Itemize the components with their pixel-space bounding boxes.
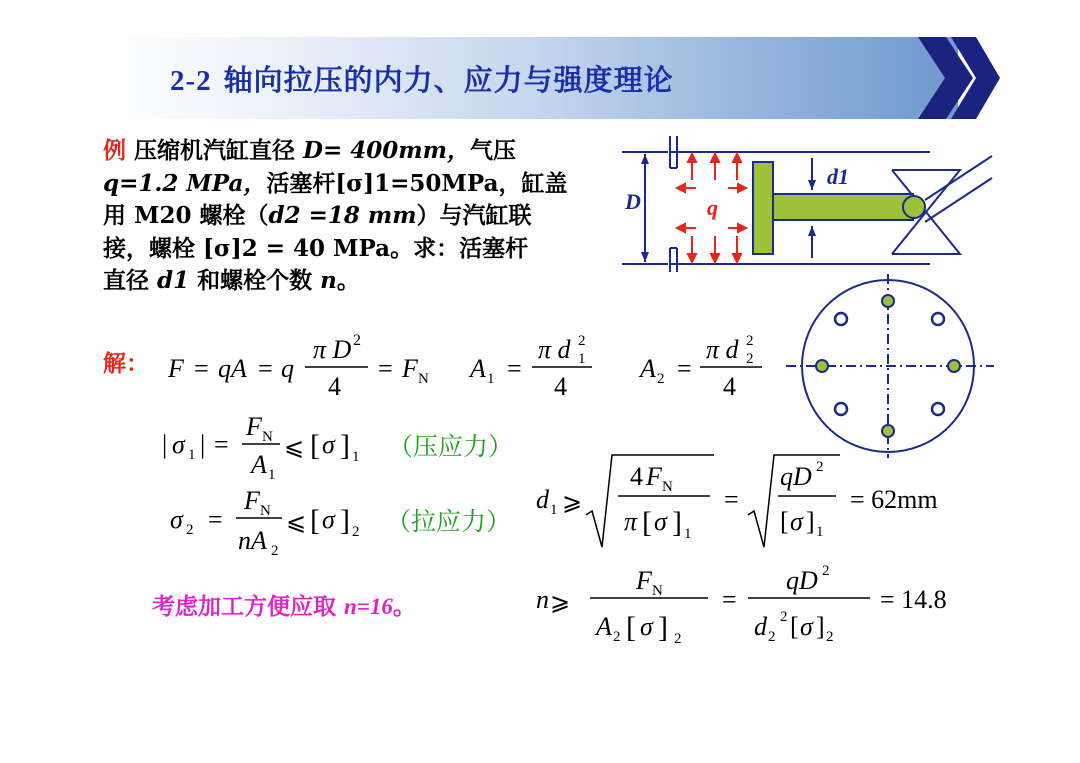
svg-text:1: 1 [188, 447, 196, 463]
svg-text:F: F [646, 462, 662, 491]
text: d1 [157, 267, 190, 294]
section-number: 2-2 [170, 65, 212, 97]
problem-statement [103, 135, 643, 298]
svg-text:]: ] [658, 611, 668, 644]
svg-text:2: 2 [780, 609, 788, 625]
text: n=16 [344, 594, 393, 619]
svg-text:⩽: ⩽ [284, 435, 305, 461]
svg-text:σ: σ [172, 430, 185, 459]
svg-text:=: = [378, 354, 393, 383]
svg-text:|: | [162, 430, 168, 459]
svg-text:σ: σ [322, 430, 335, 459]
svg-text:]: ] [340, 504, 350, 537]
label-d1: d1 [827, 164, 849, 189]
svg-text:2: 2 [657, 371, 665, 387]
text: 活塞杆 [266, 169, 336, 197]
result-n: = 14.8 [880, 585, 947, 614]
text: 。 [392, 593, 416, 620]
compress-stress-label: （压应力） [388, 432, 514, 461]
result-d1: = 62mm [850, 485, 938, 514]
svg-text:⩾: ⩾ [550, 590, 571, 616]
text: [σ]1=50MPa， [335, 169, 522, 197]
svg-text:d: d [536, 485, 549, 514]
svg-text:σ: σ [322, 505, 335, 534]
svg-text:2: 2 [186, 522, 194, 538]
svg-text:2: 2 [271, 543, 279, 559]
svg-text:2: 2 [768, 629, 776, 645]
svg-text:F: F [402, 354, 418, 383]
svg-text:F: F [246, 412, 262, 441]
svg-text:qA: qA [218, 354, 247, 383]
svg-text:d: d [754, 612, 767, 641]
svg-text:π D: π D [313, 335, 352, 364]
svg-text:1: 1 [268, 467, 276, 483]
text: 直径 [103, 267, 149, 294]
svg-text:π d: π d [538, 335, 571, 364]
section-title: 轴向拉压的内力、应力与强度理论 [223, 63, 674, 97]
svg-text:F: F [168, 354, 184, 383]
text: 压缩机汽缸直径 [134, 137, 296, 164]
svg-text:σ: σ [800, 612, 813, 641]
svg-text:=: = [214, 430, 229, 459]
svg-text:1: 1 [352, 449, 360, 465]
svg-text:[: [ [626, 611, 636, 644]
tension-stress-label: （拉应力） [386, 507, 512, 536]
example-label: 例 [103, 137, 126, 164]
page-title [170, 58, 674, 99]
text: ）与汽缸联 [416, 202, 532, 229]
svg-text:=: = [677, 354, 692, 383]
svg-text:2: 2 [822, 563, 830, 579]
svg-text:π d: π d [706, 335, 739, 364]
svg-text:4: 4 [723, 372, 736, 401]
svg-text:[: [ [310, 504, 320, 537]
pin-joint [903, 196, 925, 218]
svg-text:2: 2 [613, 629, 621, 645]
svg-text:[: [ [780, 507, 789, 536]
svg-text:qD: qD [786, 566, 818, 595]
svg-text:2: 2 [746, 333, 754, 349]
svg-text:2: 2 [674, 631, 682, 647]
svg-text:=: = [507, 354, 522, 383]
svg-text:n: n [536, 585, 549, 614]
label-D: D [625, 189, 641, 214]
svg-text:N: N [418, 371, 429, 387]
svg-text:=: = [722, 585, 737, 614]
svg-text:1: 1 [816, 524, 824, 540]
svg-text:=: = [194, 354, 209, 383]
svg-text:⩽: ⩽ [286, 510, 307, 536]
svg-text:2: 2 [826, 629, 834, 645]
svg-text:2: 2 [816, 459, 824, 475]
svg-text:N: N [262, 429, 273, 445]
text: 缸盖 [521, 169, 568, 197]
svg-text:1: 1 [550, 502, 558, 518]
text: 气压 [469, 137, 516, 164]
svg-text:N: N [260, 503, 271, 519]
svg-text:2: 2 [352, 524, 360, 540]
text: 。求：活塞杆 [390, 234, 529, 262]
text: 用 M20 螺栓（ [103, 202, 269, 229]
svg-text:]: ] [340, 429, 350, 462]
bolt-hole [835, 313, 847, 325]
cylinder-diagram [620, 132, 1020, 272]
svg-text:A: A [640, 354, 656, 383]
text: [σ]2 = 40 MPa [203, 234, 391, 262]
svg-text:qD: qD [780, 462, 812, 491]
solution-label: 解： [103, 350, 149, 377]
text: q=1.2 MPa， [103, 169, 267, 197]
svg-text:1: 1 [684, 526, 692, 542]
svg-text:[: [ [310, 429, 320, 462]
svg-text:N: N [652, 583, 663, 599]
svg-text:1: 1 [578, 351, 586, 367]
text: 。 [336, 267, 360, 294]
bolt-hole [882, 295, 894, 307]
text: 和螺栓个数 [197, 267, 313, 294]
svg-text:]: ] [672, 506, 682, 539]
svg-text:4: 4 [630, 462, 643, 491]
svg-text:4: 4 [328, 372, 341, 401]
bolt-hole [932, 313, 944, 325]
text: n [320, 267, 337, 294]
svg-text:=: = [724, 485, 739, 514]
svg-text:F: F [244, 486, 260, 515]
label-q: q [707, 195, 718, 220]
svg-text:σ: σ [654, 507, 667, 536]
svg-text:[: [ [790, 612, 799, 641]
svg-text:2: 2 [578, 333, 586, 349]
design-note [152, 588, 416, 621]
svg-text:4: 4 [554, 372, 567, 401]
text: d2 =18 mm [268, 202, 417, 229]
svg-text:F: F [636, 566, 652, 595]
svg-text:A: A [251, 450, 267, 479]
text: 接，螺栓 [103, 234, 195, 262]
svg-text:q: q [281, 354, 294, 383]
svg-text:]: ] [806, 507, 815, 536]
problem-line-5 [103, 265, 643, 298]
next-chevron-icon [918, 37, 1008, 119]
svg-text:σ: σ [170, 505, 183, 534]
svg-text:nA: nA [238, 526, 267, 555]
problem-line-3 [103, 200, 643, 233]
text: 考虑加工方便应取 [152, 593, 336, 620]
svg-text:1: 1 [487, 371, 495, 387]
problem-line-4 [103, 233, 643, 266]
piston-head [753, 162, 773, 254]
svg-text:A: A [470, 354, 486, 383]
svg-text:[: [ [642, 506, 652, 539]
svg-text:2: 2 [353, 332, 361, 349]
svg-text:2: 2 [746, 351, 754, 367]
svg-text:|: | [200, 430, 206, 459]
svg-text:A: A [596, 612, 612, 641]
piston-rod [773, 194, 913, 220]
svg-text:N: N [662, 479, 673, 495]
problem-line-1 [103, 135, 643, 168]
problem-line-2 [103, 168, 643, 201]
svg-text:=: = [208, 505, 223, 534]
svg-text:⩾: ⩾ [562, 490, 583, 516]
svg-text:π: π [624, 507, 638, 536]
svg-text:]: ] [816, 612, 825, 641]
svg-text:=: = [258, 354, 273, 383]
text: D= 400mm， [303, 137, 470, 164]
svg-text:σ: σ [640, 612, 653, 641]
svg-text:σ: σ [790, 507, 803, 536]
